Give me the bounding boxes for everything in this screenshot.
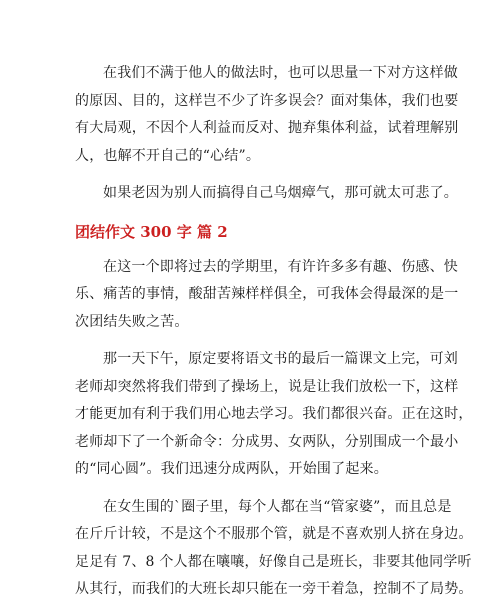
paragraph-3 [75, 254, 459, 337]
paragraph-5 [75, 494, 473, 604]
text-line: 在斤斤计较，不是这个不服那个管，就是不喜欢别人挤在身边。 [75, 526, 473, 542]
document-body [75, 60, 473, 614]
text-line: 老师却下了一个新命令：分成男、女两队，分别围成一个最小 [75, 433, 459, 450]
text-line: 老师却突然将我们带到了操场上，说是让我们放松一下，这样 [75, 378, 459, 395]
text-line: 的“同心圆”。我们迅速分成两队，开始围了起来。 [75, 461, 388, 477]
text-line: 有大局观，不因个人利益而反对、抛弃集体利益，试着理解别 [75, 120, 459, 136]
text-line: 足足有 7、8 个人都在嚷嚷，好像自己是班长，非要其他同学听 [75, 553, 472, 570]
text-line: 在女生围的`圈子里，每个人都在当“管家婆”，而且总是 [103, 498, 452, 515]
text-line: 才能更加有利于我们用心地去学习。我们都很兴奋。正在这时， [75, 406, 473, 422]
text-line: 从其行，而我们的大班长却只能在一旁干着急，控制不了局势。 [75, 581, 473, 597]
text-line: 如果老因为别人而搞得自己乌烟瘴气，那可就太可悲了。 [103, 185, 458, 201]
text-line: 人，也解不开自己的“心结”。 [75, 147, 261, 164]
text-line: 那一天下午，原定要将语文书的最后一篇课文上完，可刘 [103, 351, 458, 367]
paragraph-1 [75, 60, 459, 170]
text-line: 的原因、目的，这样岂不少了许多误会？面对集体，我们也要 [75, 92, 459, 109]
text-line: 在我们不满于他人的做法时，也可以思量一下对方这样做 [103, 65, 458, 81]
text-line: 乐、痛苦的事情，酸甜苦辣样样俱全，可我体会得最深的是一 [75, 286, 459, 302]
section-heading: 团结作文 300 字 篇 2 [75, 222, 228, 241]
paragraph-4 [75, 346, 473, 484]
text-line: 在这一个即将过去的学期里，有许许多多有趣、伤感、快 [103, 258, 458, 275]
text-line: 次团结失败之苦。 [75, 313, 189, 330]
paragraph-2 [75, 180, 458, 208]
